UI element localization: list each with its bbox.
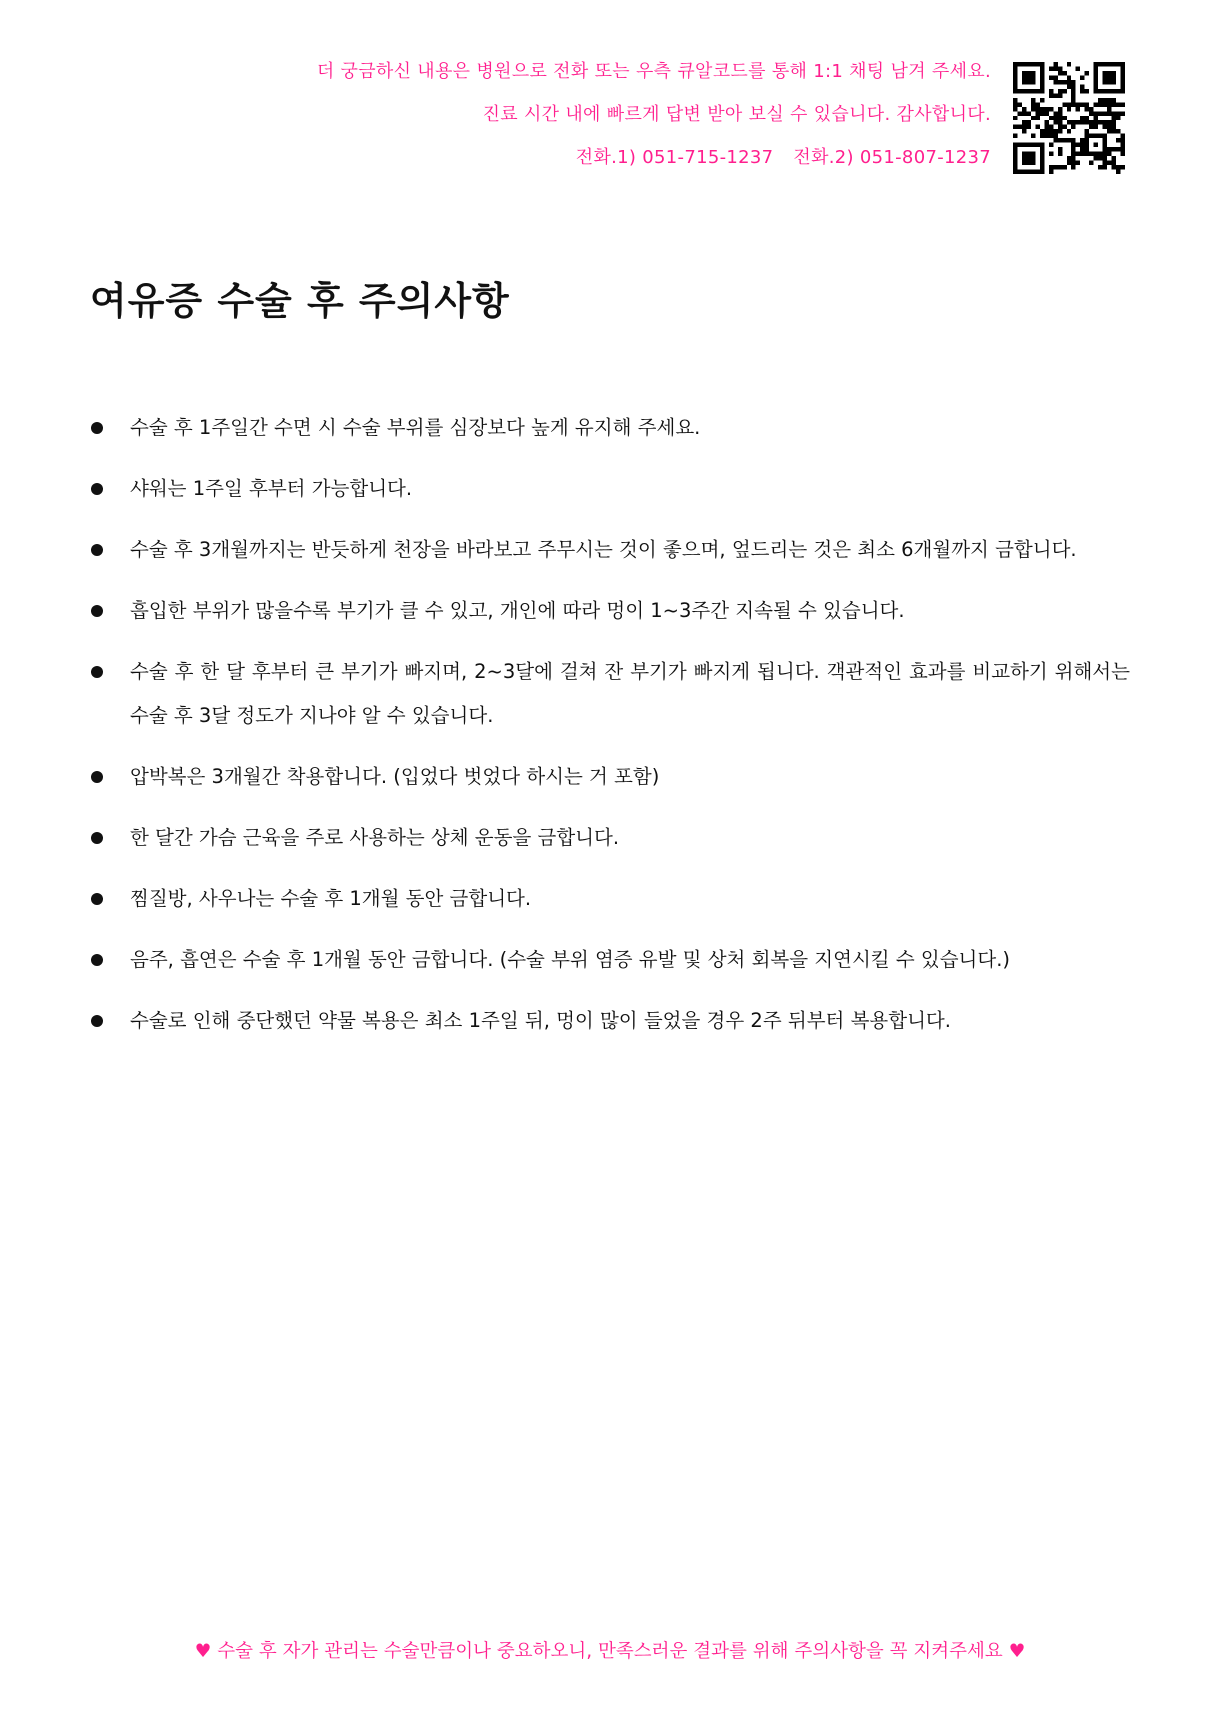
list-item — [90, 467, 1130, 511]
list-item-text: 수술 후 1주일간 수면 시 수술 부위를 심장보다 높게 유지해 주세요. — [130, 416, 701, 439]
footer-text: 수술 후 자가 관리는 수술만큼이나 중요하오니, 만족스러운 결과를 위해 주의사항을 꼭 지켜주세요 — [217, 1641, 1003, 1662]
contact-info — [317, 62, 991, 168]
heart-icon: ♥ — [1008, 1641, 1026, 1662]
bullet-icon — [91, 422, 103, 434]
bullet-icon — [91, 832, 103, 844]
list-item-text: 찜질방, 사우나는 수술 후 1개월 동안 금합니다. — [130, 887, 532, 910]
bullet-icon — [91, 605, 103, 617]
bullet-icon — [91, 771, 103, 783]
list-item — [90, 816, 1130, 860]
contact-line-1: 더 궁금하신 내용은 병원으로 전화 또는 우측 큐알코드를 통해 1:1 채팅 남겨 주세요. — [316, 61, 991, 82]
list-item-text: 수술로 인해 중단했던 약물 복용은 최소 1주일 뒤, 멍이 많이 들었을 경우 2주 뒤부터 복용합니다. — [130, 1009, 951, 1032]
list-item — [90, 755, 1130, 799]
phone-1[interactable]: 전화.1) 051-715-1237 — [575, 147, 774, 168]
phone-numbers — [317, 148, 991, 168]
list-item — [90, 650, 1130, 738]
page-title: 여유증 수술 후 주의사항 — [90, 279, 510, 323]
bullet-icon — [91, 1015, 103, 1027]
list-item-text: 샤워는 1주일 후부터 가능합니다. — [130, 477, 413, 500]
bullet-icon — [91, 666, 103, 678]
bullet-icon — [91, 544, 103, 556]
qr-code-icon[interactable] — [1013, 62, 1125, 174]
footer-message — [0, 1640, 1220, 1664]
bullet-icon — [91, 893, 103, 905]
contact-header — [317, 62, 1125, 174]
list-item — [90, 528, 1130, 572]
contact-line-2: 진료 시간 내에 빠르게 답변 받아 보실 수 있습니다. 감사합니다. — [482, 104, 991, 125]
list-item — [90, 999, 1130, 1043]
list-item-text: 수술 후 한 달 후부터 큰 부기가 빠지며, 2~3달에 걸쳐 잔 부기가 빠지게 됩니다. 객관적인 효과를 비교하기 위해서는 수술 후 3달 정도가 지나야 알 수 있습니다. — [130, 660, 1130, 727]
list-item-text: 흡입한 부위가 많을수록 부기가 클 수 있고, 개인에 따라 멍이 1~3주간 지속될 수 있습니다. — [130, 599, 905, 622]
bullet-icon — [91, 954, 103, 966]
heart-icon: ♥ — [194, 1641, 212, 1662]
list-item — [90, 938, 1130, 982]
list-item — [90, 406, 1130, 450]
phone-2[interactable]: 전화.2) 051-807-1237 — [793, 147, 991, 168]
list-item — [90, 589, 1130, 633]
list-item-text: 음주, 흡연은 수술 후 1개월 동안 금합니다. (수술 부위 염증 유발 및 상처 회복을 지연시킬 수 있습니다.) — [130, 948, 1011, 971]
precautions-list — [90, 406, 1130, 1060]
list-item-text: 압박복은 3개월간 착용합니다. (입었다 벗었다 하시는 거 포함) — [130, 765, 660, 788]
list-item-text: 한 달간 가슴 근육을 주로 사용하는 상체 운동을 금합니다. — [130, 826, 620, 849]
list-item-text: 수술 후 3개월까지는 반듯하게 천장을 바라보고 주무시는 것이 좋으며, 엎드리는 것은 최소 6개월까지 금합니다. — [130, 538, 1077, 561]
list-item — [90, 877, 1130, 921]
bullet-icon — [91, 483, 103, 495]
